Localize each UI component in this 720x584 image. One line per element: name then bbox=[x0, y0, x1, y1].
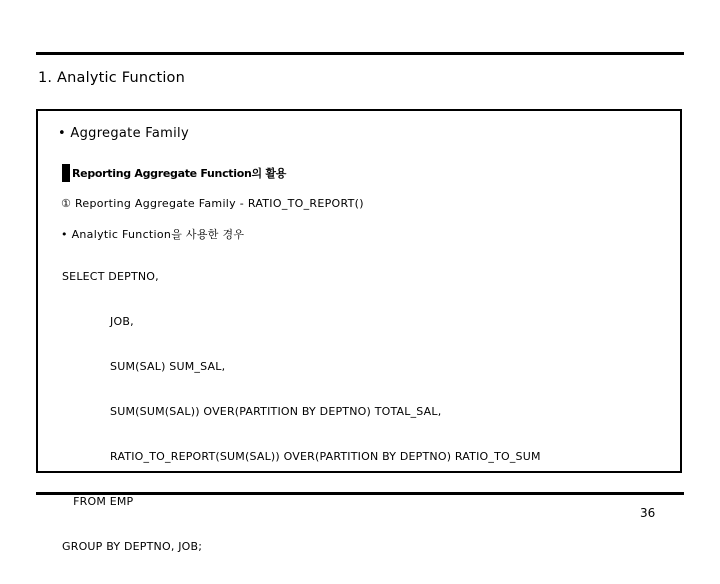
code-line: SELECT DEPTNO, bbox=[62, 270, 159, 283]
code-line: RATIO_TO_REPORT(SUM(SAL)) OVER(PARTITION BY DEPTNO) RATIO_TO_SUM bbox=[62, 450, 541, 463]
top-rule bbox=[36, 52, 684, 55]
sql-code-block bbox=[62, 239, 541, 584]
section-title-text: Reporting Aggregate Function의 활용 bbox=[72, 167, 287, 180]
sub-bullet: • Analytic Function을 사용한 경우 bbox=[61, 228, 245, 241]
page-number: 36 bbox=[640, 506, 656, 520]
section-bar-marker bbox=[62, 164, 70, 182]
bottom-rule bbox=[36, 492, 684, 495]
code-line: FROM EMP bbox=[62, 495, 134, 508]
numbered-item: ① Reporting Aggregate Family - RATIO_TO_REPORT() bbox=[61, 197, 364, 210]
bullet-heading: • Aggregate Family bbox=[58, 126, 189, 141]
slide-title: 1. Analytic Function bbox=[38, 70, 186, 86]
code-line: GROUP BY DEPTNO, JOB; bbox=[62, 540, 203, 553]
code-line: JOB, bbox=[62, 315, 134, 328]
code-line: SUM(SUM(SAL)) OVER(PARTITION BY DEPTNO) TOTAL_SAL, bbox=[62, 405, 442, 418]
code-line: SUM(SAL) SUM_SAL, bbox=[62, 360, 226, 373]
section-title bbox=[62, 164, 286, 182]
